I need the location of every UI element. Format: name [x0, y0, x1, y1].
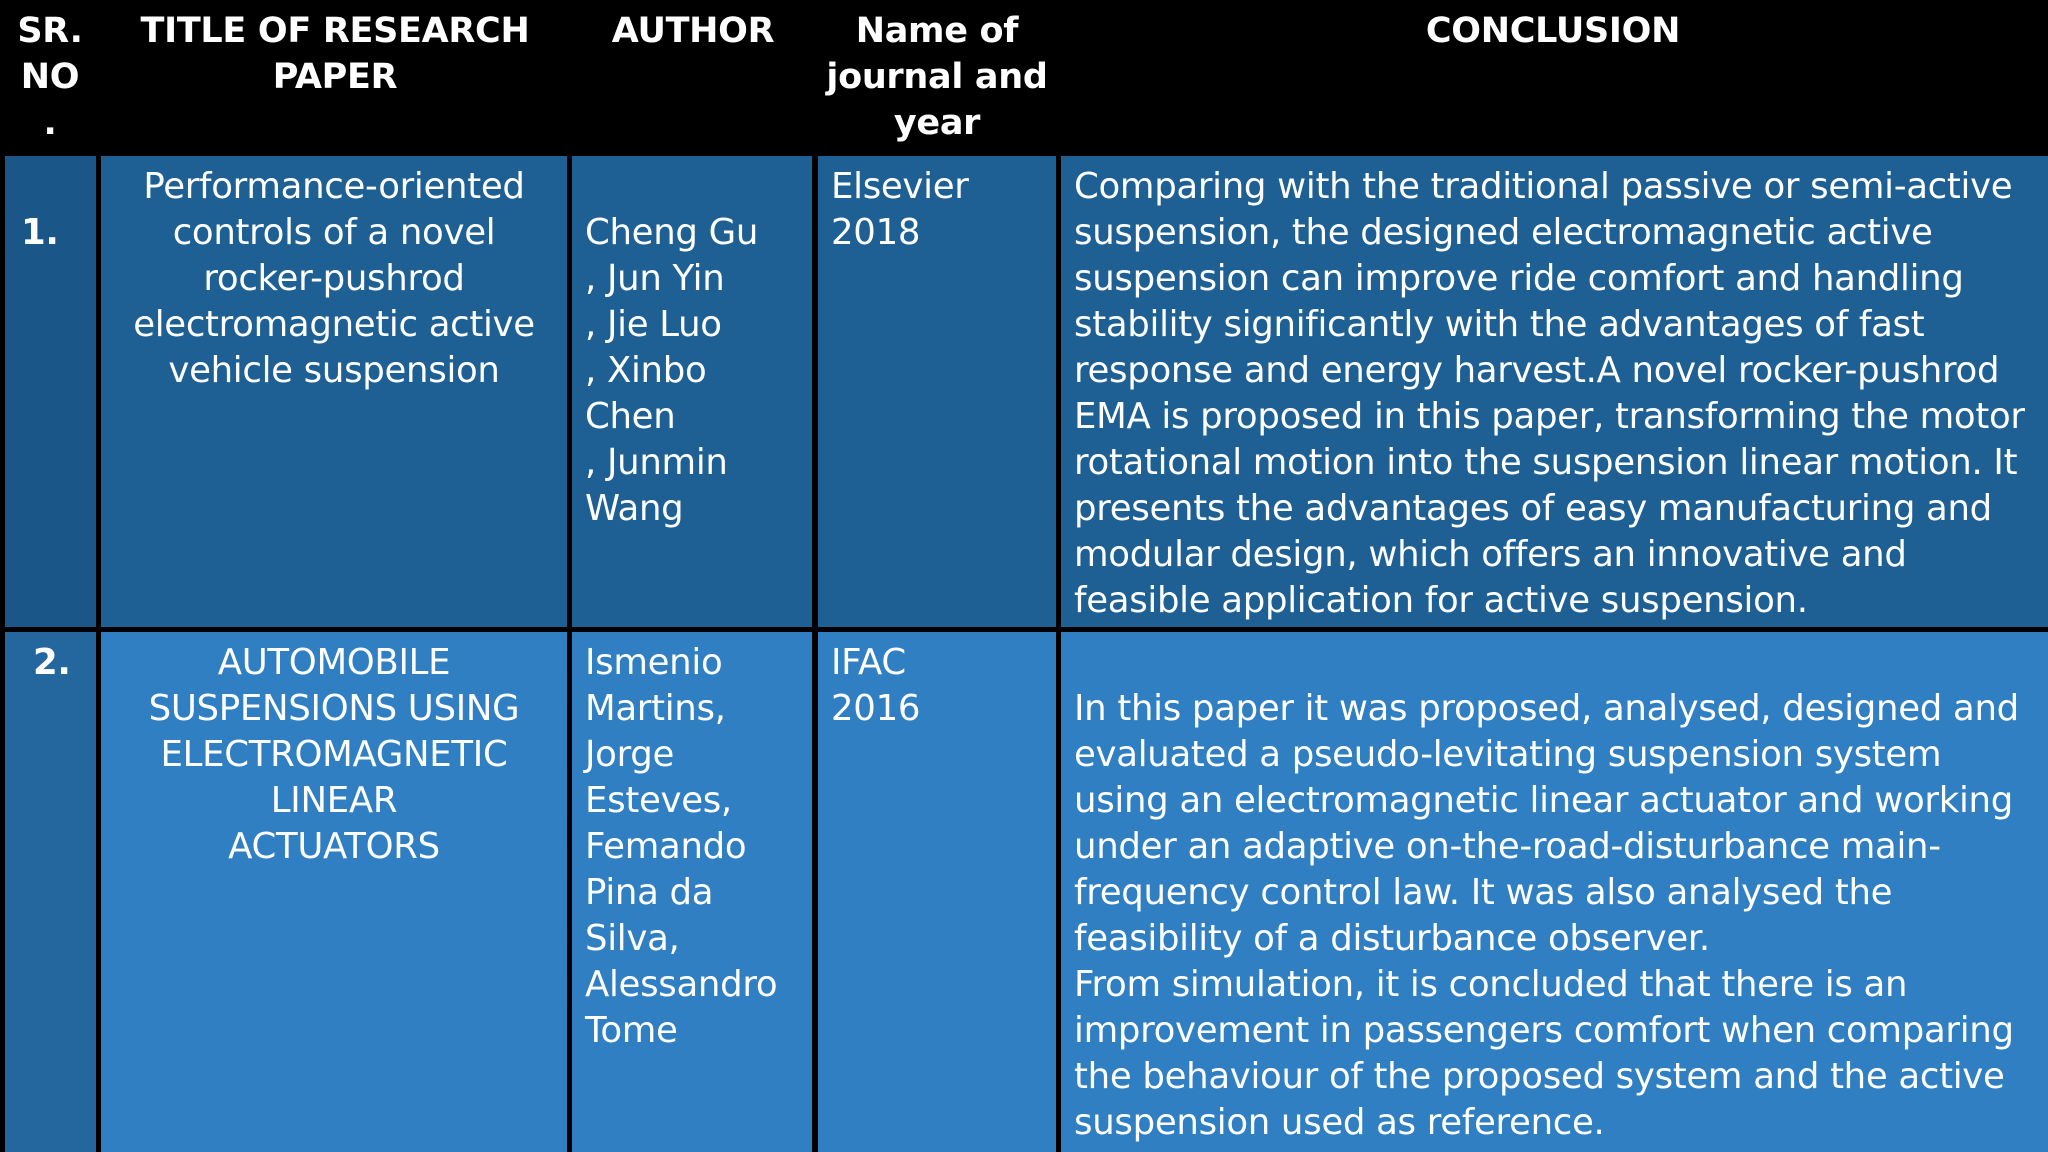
row-sr-no: 1. — [5, 156, 96, 627]
row-title: Performance-oriented controls of a novel rocker-pushrod electromagnetic active vehicle suspension — [101, 156, 567, 627]
header-title: TITLE OF RESEARCH PAPER — [140, 11, 530, 97]
header-conclusion: CONCLUSION — [1425, 11, 1681, 51]
row-conclusion: In this paper it was proposed, analysed, designed and evaluated a pseudo-levitating suspension system using an electromagnetic linear actuator and working under an adaptive on-the-road-disturbance main- frequency control law. It was also analysed the feasibility of a disturbance observer. From simulation, it is concluded that there is an improvement in passengers comfort when comparing the behaviour of the proposed system and the active suspension used as reference. — [1061, 632, 2048, 1152]
header-author: AUTHOR — [611, 11, 775, 51]
row-journal: Elsevier 2018 — [818, 156, 1056, 627]
row-conclusion: Comparing with the traditional passive or semi-active suspension, the designed electromagnetic active suspension can improve ride comfort and handling stability significantly with the advantages of fast response and energy harvest.A novel rocker-pushrod EMA is proposed in this paper, transforming the motor rotational motion into the suspension linear motion. It presents the advantages of easy manufacturing and modular design, which offers an innovative and feasible application for active suspension. — [1061, 156, 2048, 627]
row-sr-no: 2. — [5, 632, 96, 1152]
row-author: Ismenio Martins, Jorge Esteves, Femando Pina da Silva, Alessandro Tome — [572, 632, 812, 1152]
row-journal: IFAC 2016 — [818, 632, 1056, 1152]
header-sr-no: SR. NO . — [17, 11, 83, 143]
row-author: Cheng Gu , Jun Yin , Jie Luo , Xinbo Chen , Junmin Wang — [572, 156, 812, 627]
header-journal: Name of journal and year — [826, 11, 1048, 143]
row-title: AUTOMOBILE SUSPENSIONS USING ELECTROMAGNETIC LINEAR ACTUATORS — [101, 632, 567, 1152]
